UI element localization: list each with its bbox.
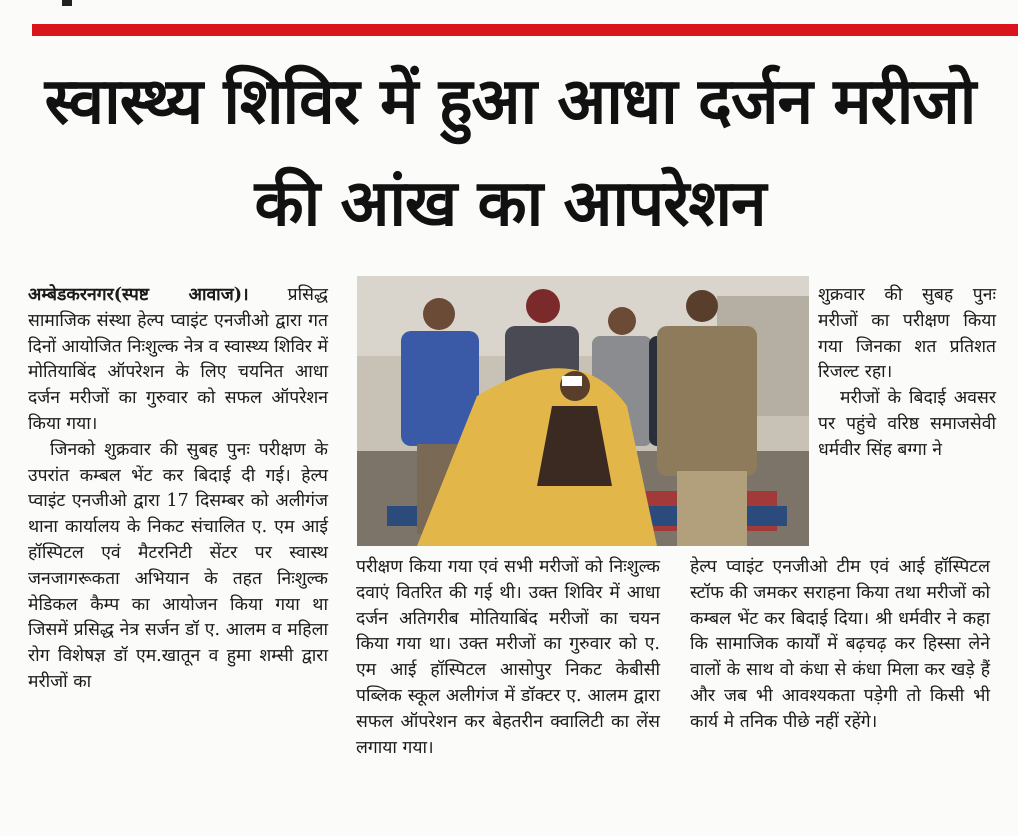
- red-rule: [32, 24, 1018, 36]
- article-paragraph: शुक्रवार की सुबह पुनः मरीजों का परीक्षण किया गया जिनका शत प्रतिशत रिजल्ट रहा।: [818, 285, 996, 383]
- dateline: अम्बेडकरनगर(स्पष्ट आवाज)।: [28, 285, 249, 305]
- article-column-1: [28, 283, 328, 696]
- paragraph-text: प्रसिद्ध सामाजिक संस्था हेल्प प्वाइंट एनजीओ द्वारा गत दिनों आयोजित निःशुल्क नेत्र व स्वास्थ्य शिविर में मोतियाबिंद ऑपरेशन के लिए चयनित आधा दर्जन मरीजों का गुरुवार को सफल ऑपरेशन किया गया।: [28, 285, 328, 434]
- article-paragraph: जिनको शुक्रवार की सुबह पुनः परीक्षण के उपरांत कम्बल भेंट कर बिदाई दी गई। हेल्प प्वाइंट एनजीओ द्वारा 17 दिसम्बर को अलीगंज थाना कार्यालय के निकट संचालित ए. एम आई हॉस्पिटल एवं मैटरनिटी सेंटर पर स्वास्थ जनजागरूकता अभियान के तहत निःशुल्क मेडिकल कैम्प का आयोजन किया गया था जिसमें प्रसिद्ध नेत्र सर्जन डॉ ए. आलम व महिला रोग विशेषज्ञ डॉ एम.खातून व हुमा शम्सी द्वारा मरीजों का: [28, 439, 328, 692]
- headline-line-2: की आंख का आपरेशन: [254, 167, 766, 241]
- article-column-3-top: [818, 283, 996, 464]
- news-photo-illustration: [357, 276, 809, 546]
- article-column-2: [356, 555, 660, 761]
- news-photo: [357, 276, 809, 546]
- top-edge-mark: [62, 0, 72, 6]
- article-column-3-bottom: [690, 555, 990, 736]
- article-paragraph: हेल्प प्वाइंट एनजीओ टीम एवं आई हॉस्पिटल स्टॉफ की जमकर सराहना किया तथा मरीजों को कम्बल भेंट कर बिदाई दिया। श्री धर्मवीर ने कहा कि सामाजिक कार्यों में बढ़चढ़ कर हिस्सा लेने वालों के साथ वो कंधा से कंधा मिला कर खड़े हैं और जब भी आवश्यकता पड़ेगी तो किसी भी कार्य मे तनिक पीछे नहीं रहेंगे।: [690, 557, 990, 732]
- article-paragraph: [28, 283, 328, 438]
- headline-line-1: स्वास्थ्य शिविर में हुआ आधा दर्जन मरीजो: [44, 65, 976, 139]
- article-paragraph: मरीजों के बिदाई अवसर पर पहुंचे वरिष्ठ समाजसेवी धर्मवीर सिंह बग्गा ने: [818, 388, 996, 460]
- article-paragraph: परीक्षण किया गया एवं सभी मरीजों को निःशुल्क दवाएं वितरित की गई थी। उक्त शिविर में आधा दर्जन अतिगरीब मोतियाबिंद मरीजों का चयन किया गया था। उक्त मरीजों का गुरुवार को ए. एम आई हॉस्पिटल आसोपुर निकट केबीसी पब्लिक स्कूल अलीगंज में डॉक्टर ए. आलम द्वारा सफल ऑपरेशन कर बेहतरीन क्वालिटी का लेंस लगाया गया।: [356, 557, 660, 758]
